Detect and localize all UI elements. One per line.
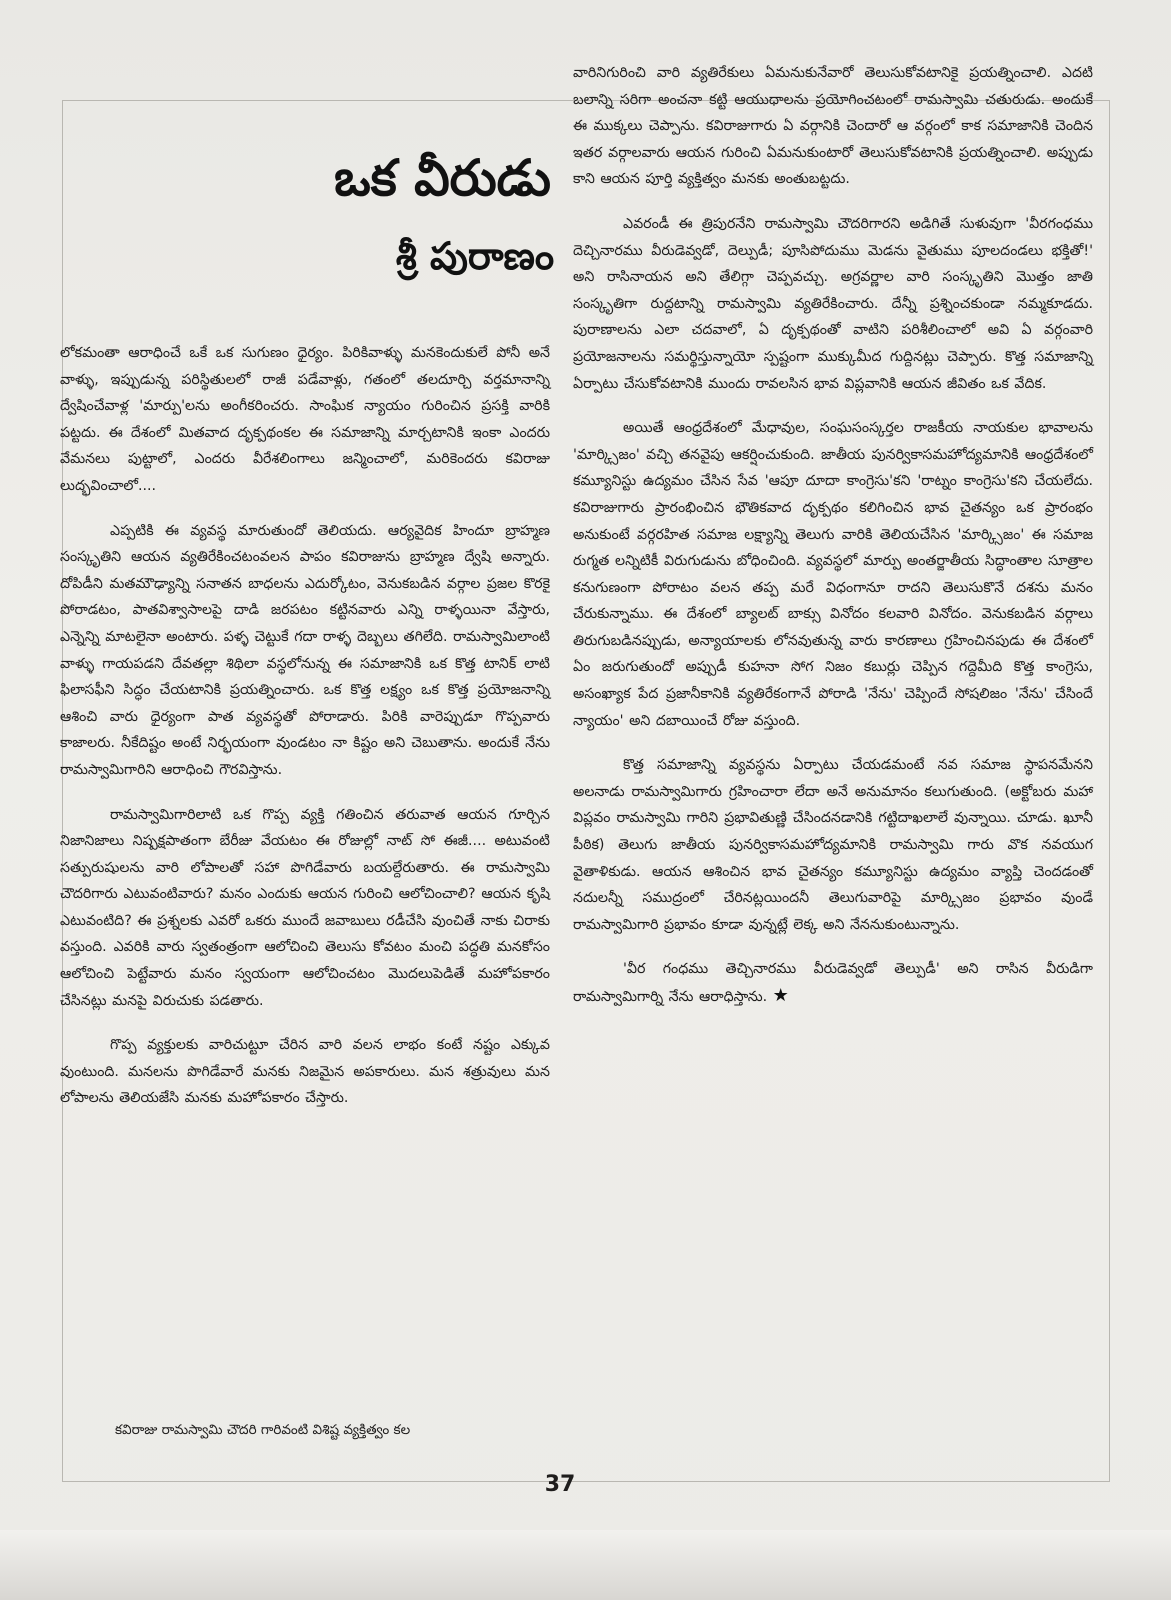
paragraph: గొప్ప వ్యక్తులకు వారిచుట్టూ చేరిన వారి వలన లాభం కంటే నష్టం ఎక్కువ వుంటుంది. మనలను పొగిడేవారే మనకు నిజమైన అపకారులు. మన శత్రువులు మన లోపాలను తెలియజేసి మనకు మహోపకారం చేస్తారు. <box>60 1037 550 1107</box>
article-title: ఒక వీరుడు <box>334 148 551 207</box>
paragraph: రామస్వామిగారిలాటి ఒక గొప్ప వ్యక్తి గతించిన తరువాత ఆయన గూర్చిన నిజానిజాలు నిష్పక్షపాతంగా బేరీజు వేయటం ఈ రోజుల్లో నాట్ సో ఈజీ.... అటువంటి సత్పురుషులను వారి లోపాలతో సహా పొగిడేవారు బయల్దేరుతారు. ఈ రామస్వామి చౌదరిగారు ఎటువంటివారు? మనం ఎందుకు ఆయన గురించి ఆలోచించాలి? ఆయన కృషి ఎటువంటిది? ఈ ప్రశ్నలకు ఎవరో ఒకరు ముందే జవాబులు రడీచేసి వుంచితే నాకు చిరాకు వస్తుంది. ఎవరికి వారు స్వతంత్రంగా ఆలోచించి తెలుసు కోవటం మంచి పద్ధతి మనకోసం ఆలోచించి పెట్టేవారు మనం స్వయంగా ఆలోచించటం మొదలుపెడితే మహోపకారం చేసినట్లు మనపై విరుచుకు పడతారు. <box>60 806 550 1009</box>
paragraph: లోకమంతా ఆరాధించే ఒకే ఒక సుగుణం ధైర్యం. పిరికివాళ్ళు మనకెందుకులే పోనీ అనే వాళ్ళు, ఇప్పుడున్న పరిస్థితులలో రాజీ పడేవాళ్లు, గతంలో తలదూర్చి వర్తమానాన్ని ద్వేషించేవాళ్ల 'మార్పు'లను అంగీకరించరు. సాంఘిక న్యాయం గురించిన ప్రసక్తి వారికి పట్టదు. ఈ దేశంలో మితవాద దృక్పథంకల ఈ సమాజాన్ని మార్చటానికి ఇంకా ఎందరు వేమనలు పుట్టాలో, ఎందరు వీరేశలింగాలు జన్మించాలో, మరికెందరు కవిరాజు లుద్భవించాలో.... <box>60 345 550 494</box>
article-author: శ్రీ పురాణం <box>395 233 555 278</box>
paragraph <box>573 956 1093 1010</box>
paragraph: వారినిగురించి వారి వ్యతిరేకులు ఏమనుకునేవారో తెలుసుకోవటానికై ప్రయత్నించాలి. ఎదటి బలాన్ని సరిగా అంచనా కట్టి ఆయుధాలను ప్రయోగించటంలో రామస్వామి చతురుడు. అందుకే ఈ ముక్కలు చెప్పాను. కవిరాజుగారు ఏ వర్గానికి చెందారో ఆ వర్గంలో కాక సమాజానికి చెందిన ఇతర వర్గాలవారు ఆయన గురించి ఏమనుకుంటారో తెలుసుకోవటానికి ప్రయత్నించాలి. అప్పుడు కాని ఆయన పూర్తి వ్యక్తిత్వం మనకు అంతుబట్టదు. <box>573 65 1093 188</box>
closing-text: 'వీర గంధము తెచ్చినారము వీరుడెవ్వడో తెల్పుడీ' అని రాసిన వీరుడిగా రామస్వామిగార్ని నేను ఆరాధిస్తాను. <box>573 961 1093 1005</box>
left-column-last-line: కవిరాజు రామస్వామి చౌదరి గారివంటి విశిష్ట వ్యక్తిత్వం కల <box>115 1422 411 1438</box>
page-number: 37 <box>544 1472 576 1497</box>
end-star-icon: ★ <box>772 985 789 1006</box>
paragraph: ఎప్పటికి ఈ వ్యవస్థ మారుతుందో తెలియదు. ఆర్యవైదిక హిందూ బ్రాహ్మణ సంస్కృతిని ఆయన వ్యతిరేకించటంవలన పాపం కవిరాజును బ్రాహ్మణ ద్వేషి అన్నారు. దోపిడీని మతమౌఢ్యాన్ని సనాతన బాధలను ఎదుర్కోటం, వెనుకబడిన వర్గాల ప్రజల కొరకై పోరాడటం, పాతవిశ్వాసాలపై దాడి జరపటం కట్టినవారు ఎన్ని రాళ్ళయినా వేస్తారు, ఎన్నెన్ని మాటలైనా అంటారు. పళ్ళ చెట్టుకే గదా రాళ్ళ దెబ్బలు తగిలేది. రామస్వామిలాంటి వాళ్ళు గాయపడని దేవతల్లా శిథిలా వస్థలోనున్న ఈ సమాజానికి ఒక కొత్త టానిక్ లాటి ఫిలాసఫీని సిద్ధం చేయటానికి ప్రయత్నించారు. ఒక కొత్త లక్ష్యం ఒక కొత్త ప్రయోజనాన్ని ఆశించి వారు ధైర్యంగా పాత వ్యవస్థతో పోరాడారు. పిరికి వారెప్పుడూ గొప్పవారు కాజాలరు. నీకేదిష్టం అంటే నిర్భయంగా వుండటం నా కిష్టం అని చెబుతాను. అందుకే నేను రామస్వామిగారిని ఆరాధించి గౌరవిస్తాను. <box>60 522 550 778</box>
paragraph: ఎవరండీ ఈ త్రిపురనేని రామస్వామి చౌదరిగారని అడిగితే సుళువుగా 'వీరగంధము దెచ్చినారము వీరుడెవ్వడో, దెల్పుడీ; పూసిపోదుము మెడను వైతుము పూలదండలు భక్తితో!' అని రాసినాయన అని తేలిగ్గా చెప్పవచ్చు. అగ్రవర్ణాల వారి సంస్కృతిని మొత్తం జాతి సంస్కృతిగా రుద్దటాన్ని రామస్వామి వ్యతిరేకించారు. దేన్నీ ప్రశ్నించకుండా నమ్మకూడదు. పురాణాలను ఎలా చదవాలో, ఏ దృక్పథంతో వాటిని పరిశీలించాలో అవి ఏ వర్గంవారి ప్రయోజనాలను సమర్థిస్తున్నాయో స్పష్టంగా ముక్కుమీద గుద్దినట్లు చెప్పారు. కొత్త సమాజాన్ని ఏర్పాటు చేసుకోవటానికి ముందు రావలసిన భావ విప్లవానికి ఆయన జీవితం ఒక వేదిక. <box>573 215 1093 392</box>
paragraph: కొత్త సమాజాన్ని వ్యవస్థను ఏర్పాటు చేయడమంటే నవ సమాజ స్థాపనమేనని అలనాడు రామస్వామిగారు గ్రహించారా లేదా అనే అనుమానం కలుగుతుంది. (అక్టోబరు మహా విప్లవం రామస్వామి గారిని ప్రభావితుణ్ణి చేసిందనడానికి గట్టిదాఖలాలే వున్నాయి. చూడు. ఖూనీ పీఠిక) తెలుగు జాతీయ పునర్వికాసమహోద్యమానికి రామస్వామి గారు వొక నవయుగ వైతాళికుడు. ఆయన ఆశించిన భావ చైతన్యం కమ్యూనిస్టు ఉద్యమం వ్యాప్తి చెందడంతో నదులన్నీ సముద్రంలో చేరినట్లయిందనీ తెలుగువారిపై మార్క్సిజం ప్రభావం వుండే రామస్వామిగారి ప్రభావం కూడా వున్నట్లే లెక్క అని నేననుకుంటున్నాను. <box>573 757 1093 933</box>
right-column <box>573 60 1093 1011</box>
left-column <box>60 340 550 1112</box>
page-bottom-edge <box>0 1530 1171 1600</box>
paragraph: అయితే ఆంధ్రదేశంలో మేధావుల, సంఘసంస్కర్తల రాజకీయ నాయకుల భావాలను 'మార్క్సిజం' వచ్చి తనవైపు ఆకర్షించుకుంది. జాతీయ పునర్వికాసమహోద్యమానికి ఆంధ్రదేశంలో కమ్యూనిస్టు ఉద్యమం చేసిన సేవ 'ఆపూ దూదా కాంగ్రెసు'కని 'రాట్నం కాంగ్రెసు'కని చేయలేదు. కవిరాజుగారు ప్రారంభించిన భౌతికవాద దృక్పథం కలిగించిన భావ చైతన్యం ఒక ప్రారంభం అనుకుంటే వర్గరహిత సమాజ లక్ష్యాన్ని తెలుగు వారికి తెలియచేసిన 'మార్క్సిజం' ఈ సమాజ రుగ్మత లన్నిటికీ విరుగుడును బోధించింది. వ్యవస్థలో మార్పు అంతర్జాతీయ సిద్ధాంతాల సూత్రాల కనుగుణంగా పోరాటం వలన తప్ప మరే విధంగానూ రాదని తెలుసుకొనే దశను మనం చేరుకున్నాము. ఈ దేశంలో బ్యాలట్ బాక్సు వినోదం కలవారి వినోదం. వెనుకబడిన వర్గాలు తిరుగుబడినప్పుడు, అన్యాయాలకు లోనవుతున్న వారు కారణాలు గ్రహించినపుడు ఈ దేశంలో ఏం జరుగుతుందో అప్పుడీ కుహనా సోగ నిజం కబుర్లు చెప్పిన గద్దెమీది కొత్త కాంగ్రెసు, అసంఖ్యాక పేద ప్రజానీకానికి వ్యతిరేకంగానే పోరాడి 'నేను' చెప్పిందే సోషలిజం 'నేను' చేసిందే న్యాయం' అని దబాయించే రోజు వస్తుంది. <box>573 420 1093 729</box>
